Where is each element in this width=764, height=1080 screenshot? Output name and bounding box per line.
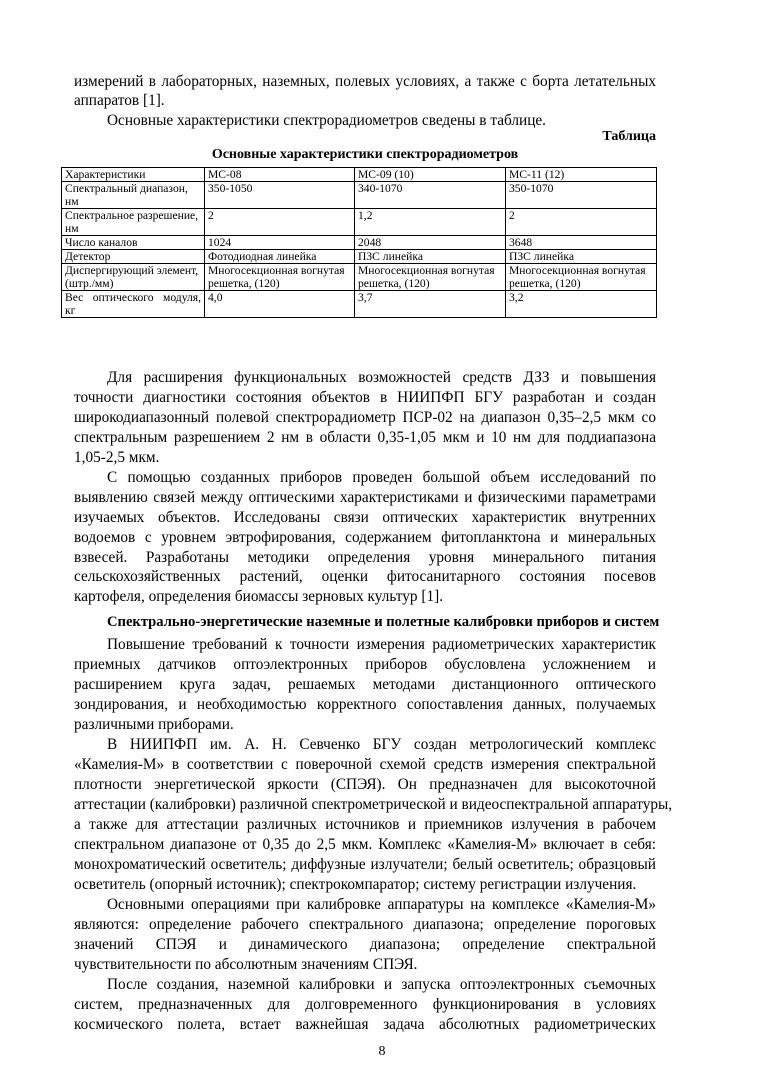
table-cell: Диспергирующий элемент, (штр./мм) xyxy=(62,264,205,291)
table-cell: ПЗС линейка xyxy=(506,250,657,264)
text-line: Основные характеристики спектрорадиометров сведены в таблице. xyxy=(107,112,547,129)
table-cell: Характеристики xyxy=(62,168,205,182)
text-line: измерений в лабораторных, наземных, полевых условиях, а также с борта летательных xyxy=(74,73,656,90)
text-line: чувствительности по абсолютным значениям СПЭЯ. xyxy=(74,956,418,973)
table-cell: Многосекционная вогнутая решетка, (120) xyxy=(506,264,657,291)
table-cell: Детектор xyxy=(62,250,205,264)
table-row xyxy=(62,250,657,264)
table-cell: МС-08 xyxy=(205,168,355,182)
text-line: осветитель (опорный источник); спектрокомпаратор; систему регистрации излучения. xyxy=(74,876,637,893)
text-line: картофеля, определения биомассы зерновых культур [1]. xyxy=(74,588,444,605)
table-cell: 350-1050 xyxy=(205,182,355,209)
table-cell: 340-1070 xyxy=(355,182,506,209)
text-line: сельскохозяйственных растений, оценки фитосанитарного состояния посевов xyxy=(74,568,656,585)
table-cell: Спектральное разрешение, нм xyxy=(62,209,205,236)
table-row xyxy=(62,182,657,209)
text-line: различными приборами. xyxy=(74,716,234,733)
table-row xyxy=(62,291,657,318)
text-line: монохроматический осветитель; диффузные излучатели; белый осветитель; образцовый xyxy=(74,856,656,873)
spectroradiometer-table xyxy=(61,167,657,318)
text-line: аппаратов [1]. xyxy=(74,92,165,109)
text-line: точности диагностики состояния объектов в НИИПФП БГУ разработан и создан xyxy=(74,389,656,406)
table-cell: 3648 xyxy=(506,236,657,250)
text-line: систем, предназначенных для долговременного функционирования в условиях xyxy=(74,996,656,1013)
text-line: значений СПЭЯ и динамического диапазона; определение спектральной xyxy=(74,936,656,953)
text-line: аттестации (калибровки) различной спектрометрической и видеоспектральной аппаратуры, xyxy=(74,796,673,813)
text-line: выявлению связей между оптическими характеристиками и физическими параметрами xyxy=(74,489,656,506)
text-line: спектральном диапазоне от 0,35 до 2,5 мкм. Комплекс «Камелия-М» включает в себя: xyxy=(74,836,656,853)
table-cell: 1,2 xyxy=(355,209,506,236)
table-cell: Вес оптического модуля, кг xyxy=(62,291,205,318)
text-line: Основными операциями при калибровке аппаратуры на комплексе «Камелия-М» xyxy=(107,896,656,913)
table-cell: 3,7 xyxy=(355,291,506,318)
table-title: Основные характеристики спектрорадиометров xyxy=(211,147,519,162)
text-line: а также для аттестации различных источников и приемников излучения в рабочем xyxy=(74,816,656,833)
table-cell: МС-09 (10) xyxy=(355,168,506,182)
text-line: Повышение требований к точности измерения радиометрических характеристик xyxy=(107,636,656,653)
table-row xyxy=(62,209,657,236)
table-row xyxy=(62,236,657,250)
table-cell: 3,2 xyxy=(506,291,657,318)
text-line: плотности энергетической яркости (СПЭЯ). Он предназначен для высокоточной xyxy=(74,776,656,793)
text-line: После создания, наземной калибровки и запуска оптоэлектронных съемочных xyxy=(107,976,656,993)
table-cell: 2048 xyxy=(355,236,506,250)
table-cell: Спектральный диапазон, нм xyxy=(62,182,205,209)
text-line: С помощью созданных приборов проведен большой объем исследований по xyxy=(107,469,656,486)
table-cell: 2 xyxy=(205,209,355,236)
section-heading: Спектрально-энергетические наземные и полетные калибровки приборов и систем xyxy=(107,614,660,630)
table-cell: Многосекционная вогнутая решетка, (120) xyxy=(355,264,506,291)
table-label: Таблица xyxy=(602,129,656,144)
table-cell: 4,0 xyxy=(205,291,355,318)
text-line: спектральным разрешением 2 нм в области 0,35-1,05 мкм и 10 нм для поддиапазона xyxy=(74,429,656,446)
text-line: Для расширения функциональных возможностей средств ДЗЗ и повышения xyxy=(107,369,656,386)
text-line: являются: определение рабочего спектрального диапазона; определение пороговых xyxy=(74,916,656,933)
table-cell: Многосекционная вогнутая решетка, (120) xyxy=(205,264,355,291)
text-line: В НИИПФП им. А. Н. Севченко БГУ создан метрологический комплекс xyxy=(107,736,656,753)
table-cell: ПЗС линейка xyxy=(355,250,506,264)
text-line: водоемов с уровнем эвтрофирования, содержанием фитопланктона и минеральных xyxy=(74,529,656,546)
table-cell: МС-11 (12) xyxy=(506,168,657,182)
text-line: изучаемых объектов. Исследованы связи оптических характеристик внутренних xyxy=(74,509,656,526)
text-line: зондирования, и необходимостью корректного сопоставления данных, получаемых xyxy=(74,696,656,713)
text-line: космического полета, встает важнейшая задача абсолютных радиометрических xyxy=(74,1016,656,1033)
table-cell: 2 xyxy=(506,209,657,236)
text-line: 1,05-2,5 мкм. xyxy=(74,449,160,466)
text-line: «Камелия-М» в соответствии с поверочной схемой средств измерения спектральной xyxy=(74,756,656,773)
table-cell: Фотодиодная линейка xyxy=(205,250,355,264)
text-line: широкодиапазонный полевой спектрорадиометр ПСР-02 на диапазон 0,35–2,5 мкм со xyxy=(74,409,656,426)
table-row xyxy=(62,264,657,291)
table-cell: Число каналов xyxy=(62,236,205,250)
page-number: 8 xyxy=(378,1044,386,1059)
table-row xyxy=(62,168,657,182)
table-cell: 350-1070 xyxy=(506,182,657,209)
text-line: взвесей. Разработаны методики определения уровня минерального питания xyxy=(74,549,656,566)
table-cell: 1024 xyxy=(205,236,355,250)
text-line: приемных датчиков оптоэлектронных приборов обусловлена усложнением и xyxy=(74,656,656,673)
text-line: расширением круга задач, решаемых методами дистанционного оптического xyxy=(74,676,656,693)
